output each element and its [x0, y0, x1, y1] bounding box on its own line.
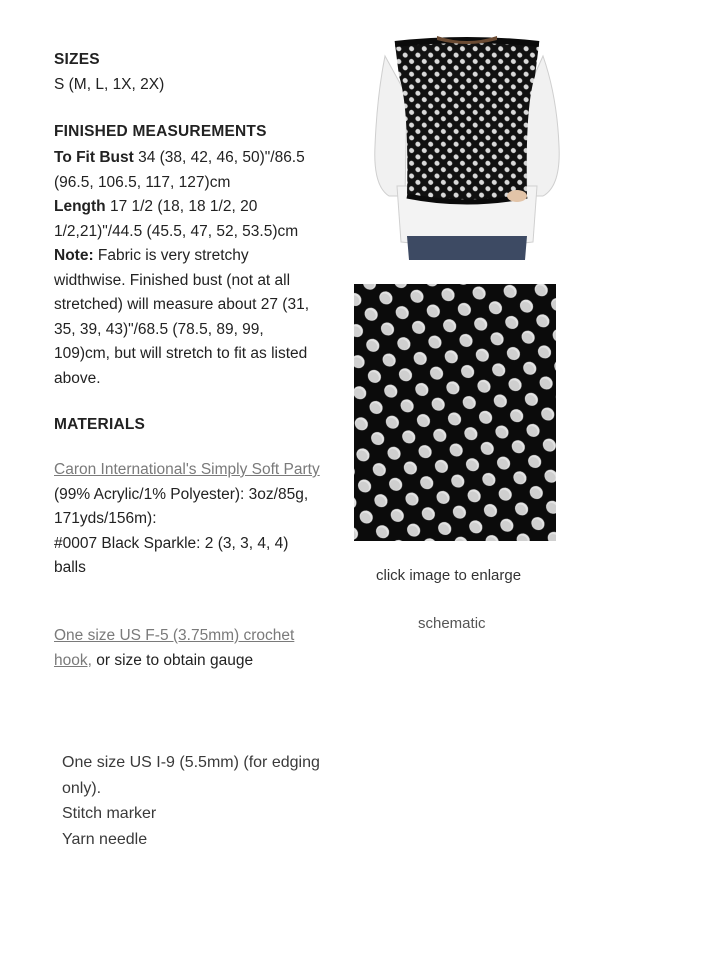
- vest-illustration: [367, 36, 567, 260]
- yarn-yardage: 171yds/156m):: [54, 510, 157, 527]
- bust-label: To Fit Bust: [54, 149, 134, 166]
- hook-gauge-text: or size to obtain gauge: [91, 651, 254, 669]
- sizes-heading: SIZES: [54, 51, 100, 68]
- length-label: Length: [54, 198, 106, 215]
- mesh-closeup-photo[interactable]: [354, 284, 556, 541]
- length-values: 17 1/2 (18, 18 1/2, 20: [105, 198, 258, 215]
- edging-hook-2: only).: [62, 779, 102, 797]
- stitch-marker: Stitch marker: [62, 805, 157, 822]
- yarn-needle: Yarn needle: [62, 830, 148, 848]
- yarn-link[interactable]: Caron International's Simply Soft Party: [54, 461, 320, 478]
- hook-link-continued[interactable]: hook,: [54, 651, 92, 669]
- edging-notions: [62, 750, 320, 852]
- bust-values-cm: (96.5, 106.5, 117, 127)cm: [54, 173, 231, 191]
- edging-hook-1: One size US I-9 (5.5mm) (for edging: [62, 754, 320, 771]
- yarn-fiber: (99% Acrylic/1% Polyester): 3oz/85g,: [54, 485, 309, 503]
- note-text-3: stretched) will measure about 27 (31,: [54, 296, 310, 313]
- yarn-color: #0007 Black Sparkle: 2 (3, 3, 4, 4): [54, 534, 289, 552]
- bust-values: 34 (38, 42, 46, 50)"/86.5: [133, 149, 305, 166]
- vest-back-photo[interactable]: [367, 36, 567, 260]
- mesh-illustration: [354, 284, 556, 541]
- yarn-info: [54, 458, 320, 581]
- length-values-cm: 1/2,21)"/44.5 (45.5, 47, 52, 53.5)cm: [54, 222, 299, 240]
- note-text-2: widthwise. Finished bust (not at all: [54, 271, 291, 289]
- materials-heading: MATERIALS: [54, 416, 146, 433]
- yarn-balls: balls: [54, 559, 86, 576]
- schematic-label[interactable]: schematic: [418, 615, 486, 632]
- note-text-1: Fabric is very stretchy: [93, 247, 249, 264]
- note-text-5: 109)cm, but will stretch to fit as listed: [54, 345, 308, 362]
- note-label: Note:: [54, 247, 94, 264]
- note-text-4: 35, 39, 43)"/68.5 (78.5, 89, 99,: [54, 320, 264, 338]
- enlarge-caption[interactable]: click image to enlarge: [376, 567, 522, 584]
- sizes-text: S (M, L, 1X, 2X): [54, 76, 165, 93]
- note-text-6: above.: [54, 369, 101, 387]
- hook-link[interactable]: One size US F-5 (3.75mm) crochet: [54, 627, 295, 644]
- hook-info: [54, 624, 294, 673]
- finished-measurements-heading: FINISHED MEASUREMENTS: [54, 123, 267, 140]
- bust-measurements: [54, 146, 309, 391]
